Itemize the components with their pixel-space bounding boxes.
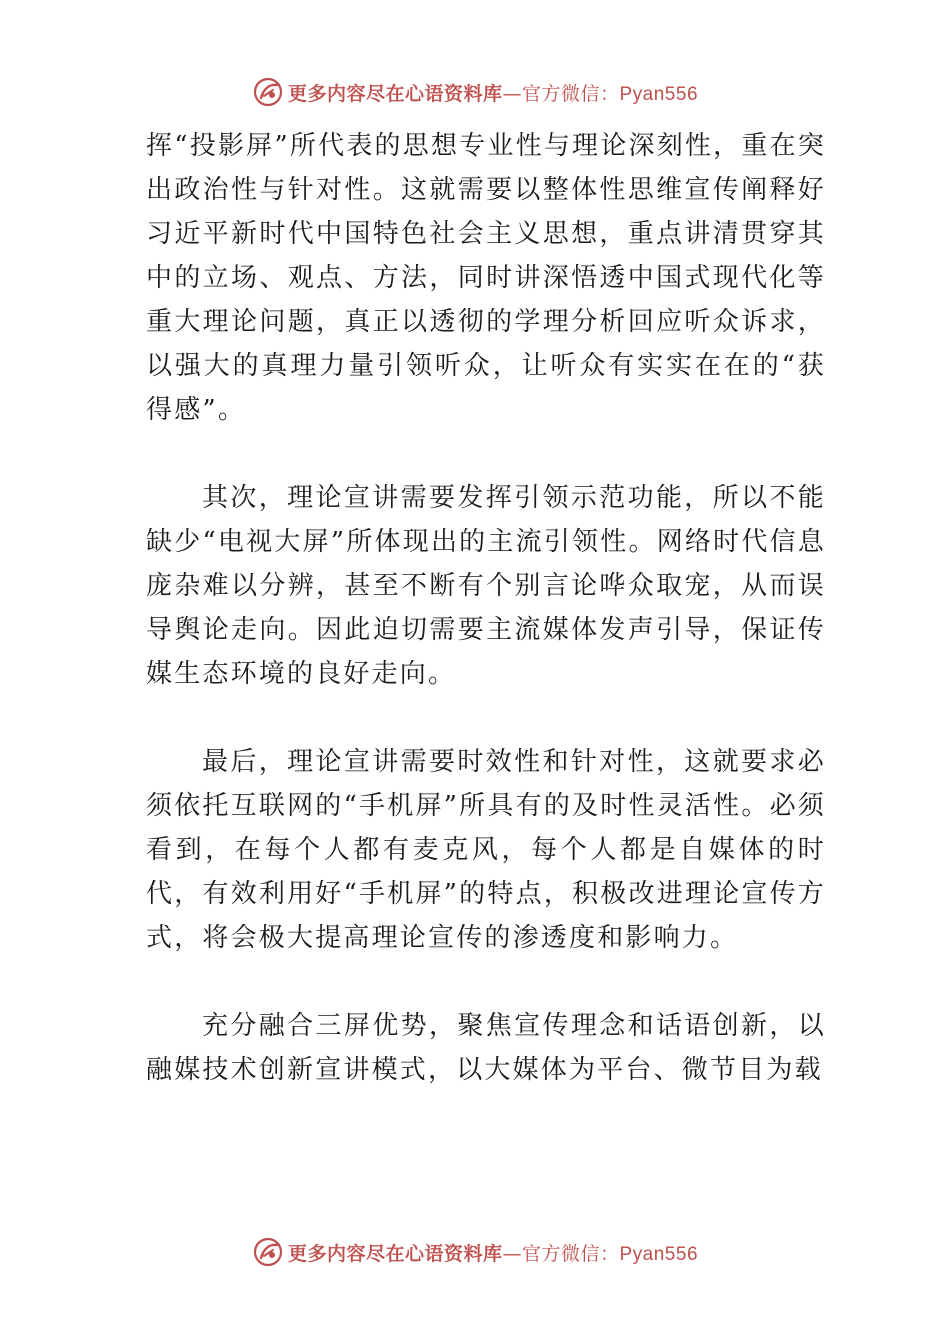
document-body — [146, 124, 826, 1092]
seal-logo-icon — [252, 76, 284, 108]
watermark-text — [288, 79, 698, 106]
paragraph-fourth: 充分融合三屏优势，聚焦宣传理念和话语创新，以融媒技术创新宣讲模式，以大媒体为平台、微节目为载 — [146, 1011, 826, 1085]
watermark-brand: 更多内容尽在心语资料库 — [287, 82, 503, 105]
watermark-text — [288, 1239, 698, 1266]
footer-watermark — [0, 1232, 950, 1272]
watermark-account: Pyan556 — [619, 1243, 699, 1265]
watermark-label: 官方微信： — [521, 82, 620, 105]
watermark-separator: — — [502, 82, 522, 105]
seal-logo-icon — [252, 1236, 284, 1268]
paragraph-third: 最后，理论宣讲需要时效性和针对性，这就要求必须依托互联网的“手机屏”所具有的及时性灵活性。必须看到，在每个人都有麦克风，每个人都是自媒体的时代，有效利用好“手机屏”的特点，积极改进理论宣传方式，将会极大提高理论宣传的渗透度和影响力。 — [146, 747, 826, 953]
watermark-separator: — — [502, 1242, 522, 1265]
header-watermark — [0, 72, 950, 112]
paragraph-continued: 挥“投影屏”所代表的思想专业性与理论深刻性，重在突出政治性与针对性。这就需要以整体性思维宣传阐释好习近平新时代中国特色社会主义思想，重点讲清贯穿其中的立场、观点、方法，同时讲深悟透中国式现代化等重大理论问题，真正以透彻的学理分析回应听众诉求， 以强大的真理力量引领听众，让听众有实实在在的“获得感”。 — [146, 131, 826, 425]
watermark-label: 官方微信： — [521, 1242, 620, 1265]
watermark-account: Pyan556 — [619, 83, 699, 105]
watermark-brand: 更多内容尽在心语资料库 — [287, 1242, 503, 1265]
paragraph-second: 其次，理论宣讲需要发挥引领示范功能，所以不能缺少“电视大屏”所体现出的主流引领性。网络时代信息庞杂难以分辨，甚至不断有个别言论哗众取宠，从而误导舆论走向。因此迫切需要主流媒体发声引导，保证传媒生态环境的良好走向。 — [146, 483, 826, 689]
